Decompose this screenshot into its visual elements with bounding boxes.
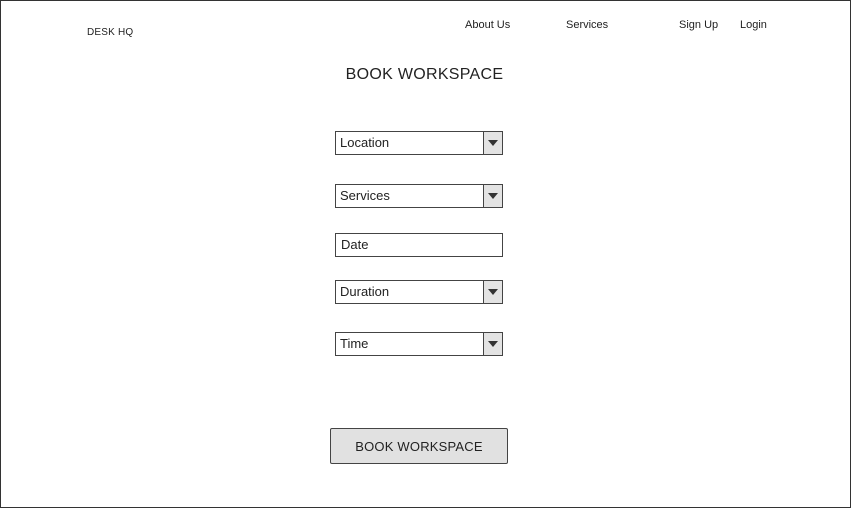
time-select-label: Time — [340, 336, 369, 351]
chevron-down-icon — [488, 289, 498, 295]
page-title: BOOK WORKSPACE — [345, 66, 504, 83]
date-input[interactable] — [335, 233, 503, 257]
duration-dropdown-button[interactable] — [483, 281, 502, 303]
time-select[interactable] — [335, 332, 503, 356]
location-select-label: Location — [340, 135, 390, 150]
logo: DESK HQ — [87, 27, 134, 38]
chevron-down-icon — [488, 140, 498, 146]
location-dropdown-button[interactable] — [483, 132, 502, 154]
nav-sign-up[interactable]: Sign Up — [679, 19, 719, 31]
time-dropdown-button[interactable] — [483, 333, 502, 355]
chevron-down-icon — [488, 193, 498, 199]
services-dropdown-button[interactable] — [483, 185, 502, 207]
book-workspace-button[interactable] — [330, 428, 508, 464]
nav-services[interactable]: Services — [566, 19, 609, 31]
duration-select[interactable] — [335, 280, 503, 304]
services-select-label: Services — [340, 188, 390, 203]
chevron-down-icon — [488, 341, 498, 347]
services-select[interactable] — [335, 184, 503, 208]
duration-select-label: Duration — [340, 284, 390, 299]
nav-login[interactable]: Login — [740, 19, 767, 31]
book-workspace-button-label: BOOK WORKSPACE — [355, 439, 483, 454]
nav-about-us[interactable]: About Us — [465, 19, 511, 31]
date-input-placeholder: Date — [341, 237, 369, 252]
location-select[interactable] — [335, 131, 503, 155]
